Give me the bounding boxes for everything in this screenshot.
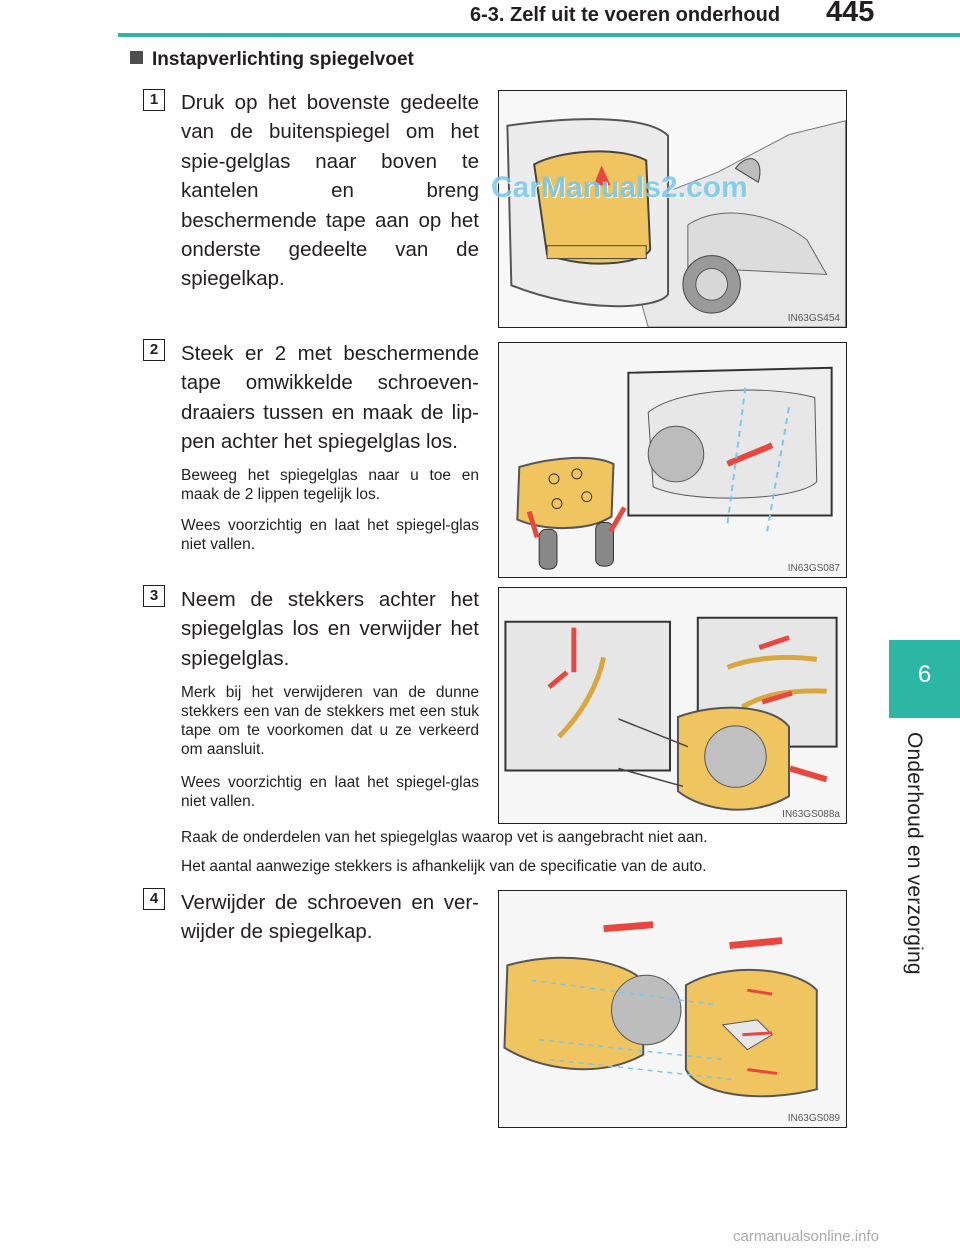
figure-3	[498, 587, 847, 824]
page-number: 445	[826, 0, 875, 28]
section-heading-text: Instapverlichting spiegelvoet	[152, 49, 414, 70]
header-rule	[118, 33, 960, 37]
step-3-note-1: Merk bij het verwijderen van de dunne stekkers een van de stekkers met een stuk tape om te voorkomen dat u ze verkeerd om aansluit.	[181, 684, 479, 758]
step-2-number: 2	[143, 339, 165, 361]
step-2-text: Steek er 2 met beschermende tape omwikkelde schroeven-draaiers tussen en maak de lip-pen achter het spiegelglas los.	[181, 342, 479, 454]
figure-4-code: IN63GS089	[787, 1113, 840, 1124]
step-3-note-2: Wees voorzichtig en laat het spiegel-glas niet vallen.	[181, 774, 479, 810]
mirror-cover-removal-illustration	[499, 891, 846, 1127]
step-2-note-1: Beweeg het spiegelglas naar u toe en maak de 2 lippen tegelijk los.	[181, 467, 479, 503]
chapter-label: Onderhoud en verzorging	[903, 732, 926, 975]
step-3-text: Neem de stekkers achter het spiegelglas los en verwijder het spiegelglas.	[181, 588, 479, 670]
step-3-full-note-1: Raak de onderdelen van het spiegelglas waarop vet is aangebracht niet aan.	[181, 829, 708, 846]
step-3-number: 3	[143, 585, 165, 607]
step-4-text: Verwijder de schroeven en ver-wijder de spiegelkap.	[181, 891, 479, 944]
watermark-overlay: CarManuals2.com	[491, 171, 748, 204]
figure-1	[498, 90, 847, 328]
header-title: 6-3. Zelf uit te voeren onderhoud	[470, 4, 781, 26]
step-4-number: 4	[143, 888, 165, 910]
mirror-glass-tilt-illustration	[499, 91, 846, 327]
square-bullet-icon	[130, 51, 143, 64]
figure-2-code: IN63GS087	[787, 563, 840, 574]
figure-3-code: IN63GS088a	[782, 809, 840, 820]
step-1-number: 1	[143, 89, 165, 111]
chapter-number: 6	[917, 661, 932, 688]
screwdriver-release-illustration	[499, 343, 846, 577]
step-1-text: Druk op het bovenste gedeelte van de buitenspiegel om het spie-gelglas naar boven te kantelen en breng beschermende tape aan op het onderste gedeelte van de spiegelkap.	[181, 91, 479, 291]
footer-watermark: carmanualsonline.info	[733, 1228, 879, 1245]
figure-4	[498, 890, 847, 1128]
figure-2	[498, 342, 847, 578]
step-3-full-note-2: Het aantal aanwezige stekkers is afhankelijk van de specificatie van de auto.	[181, 858, 707, 875]
step-2-note-2: Wees voorzichtig en laat het spiegel-glas niet vallen.	[181, 517, 479, 553]
section-heading	[130, 49, 414, 71]
figure-1-code: IN63GS454	[787, 313, 840, 324]
connector-removal-illustration	[499, 588, 846, 823]
chapter-tab	[889, 640, 960, 718]
